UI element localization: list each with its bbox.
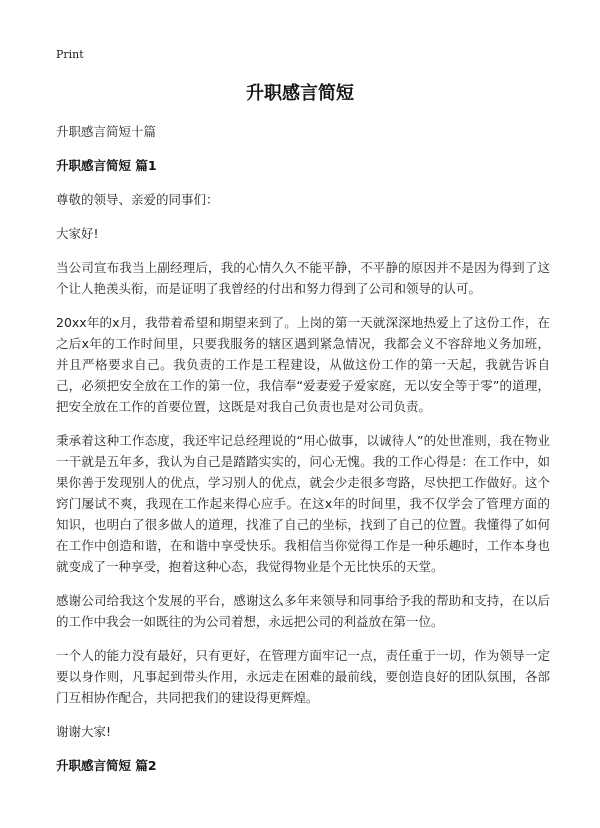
page-title: 升职感言简短 <box>246 83 354 104</box>
closing: 谢谢大家! <box>56 724 112 739</box>
document-body <box>56 121 550 789</box>
print-link[interactable]: Print <box>56 48 84 61</box>
paragraph: 20xx年的x月，我带着希望和期望来到了。上岗的第一天就深深地热爱上了这份工作，在之后x年的工作时间里，只要我服务的辖区遇到紧急情况，我都会义不容辞地义务加班，并且严格要求自己。我负责的工作是工程建设，从做这份工作的第一天起，我就告诉自己，必须把安全放在工作的第一位，我信奉“爱妻爱子爱家庭，无以安全等于零”的道理，把安全放在工作的首要位置，这既是对我自己负责也是对公司负责。 <box>56 315 550 414</box>
paragraph: 秉承着这种工作态度，我还牢记总经理说的“用心做事，以诚待人”的处世准则，我在物业一干就是五年多，我认为自己是踏踏实实的，问心无愧。我的工作心得是：在工作中，如果你善于发现别人的优点，学习别人的优点，就会少走很多弯路，尽快把工作做好。这个窍门屡试不爽，我现在工作起来得心应手。在这x年的时间里，我不仅学会了管理方面的知识，也明白了很多做人的道理，找准了自己的坐标，找到了自己的位置。我懂得了如何在工作中创造和谐，在和谐中享受快乐。我相信当你觉得工作是一种乐趣时，工作本身也就变成了一种享受，抱着这种心态，我觉得物业是个无比快乐的天堂。 <box>56 433 550 574</box>
section-heading-2: 升职感言简短 篇2 <box>56 758 157 773</box>
paragraph: 一个人的能力没有最好，只有更好，在管理方面牢记一点，责任重于一切，作为领导一定要以身作则，凡事起到带头作用，永远走在困难的最前线，要创造良好的团队氛围，各部门互相协作配合，共同把我们的建设得更辉煌。 <box>56 648 550 705</box>
document-subtitle: 升职感言简短十篇 <box>56 124 157 139</box>
paragraph: 当公司宣布我当上副经理后，我的心情久久不能平静，不平静的原因并不是因为得到了这个让人艳羡头衔，而是证明了我曾经的付出和努力得到了公司和领导的认可。 <box>56 260 550 296</box>
paragraph: 感谢公司给我这个发展的平台，感谢这么多年来领导和同事给予我的帮助和支持，在以后的工作中我会一如既往的为公司着想，永远把公司的利益放在第一位。 <box>56 593 550 629</box>
section-heading-1: 升职感言简短 篇1 <box>56 158 157 173</box>
salutation: 尊敬的领导、亲爱的同事们： <box>56 192 219 207</box>
greeting: 大家好! <box>56 226 99 241</box>
